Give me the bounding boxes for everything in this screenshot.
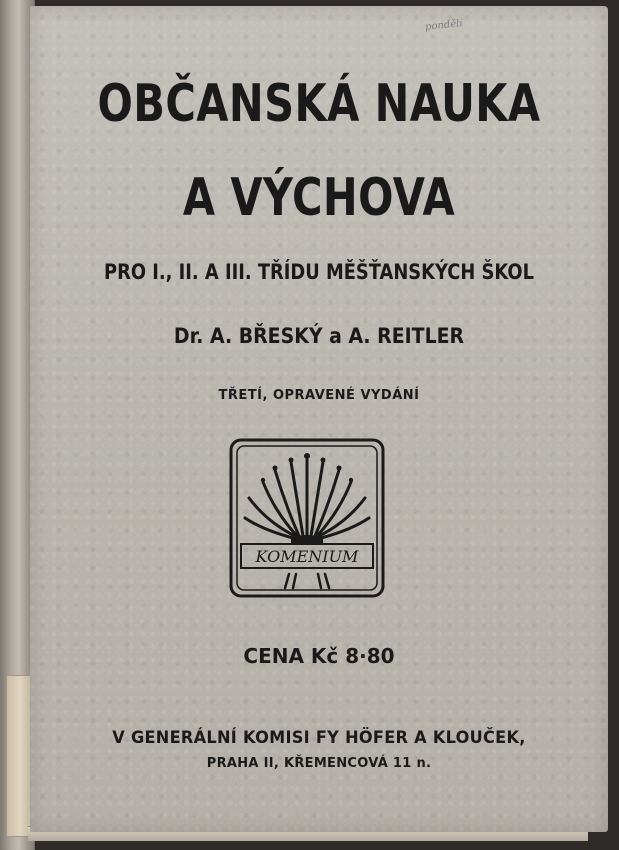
edition: TŘETÍ, OPRAVENÉ VYDÁNÍ (218, 388, 420, 403)
publisher-address: PRAHA II, KŘEMENCOVÁ 11 n. (206, 756, 432, 771)
subtitle: PRO I., II. A III. TŘÍDU MĚŠŤANSKÝCH ŠKOL (104, 260, 534, 284)
publisher: V GENERÁLNÍ KOMISI FY HÖFER A KLOUČEK, (112, 728, 526, 748)
logo-text: KOMENIUM (255, 547, 359, 566)
book-cover (30, 6, 608, 832)
authors: Dr. A. BŘESKÝ a A. REITLER (173, 324, 465, 348)
title-line-1: OBČANSKÁ NAUKA (97, 74, 541, 134)
handwritten-note: pondělí (424, 18, 464, 33)
title-line-2: A VÝCHOVA (182, 168, 456, 228)
komenium-tree-logo-icon (229, 438, 385, 598)
price: CENA Kč 8·80 (243, 644, 395, 668)
